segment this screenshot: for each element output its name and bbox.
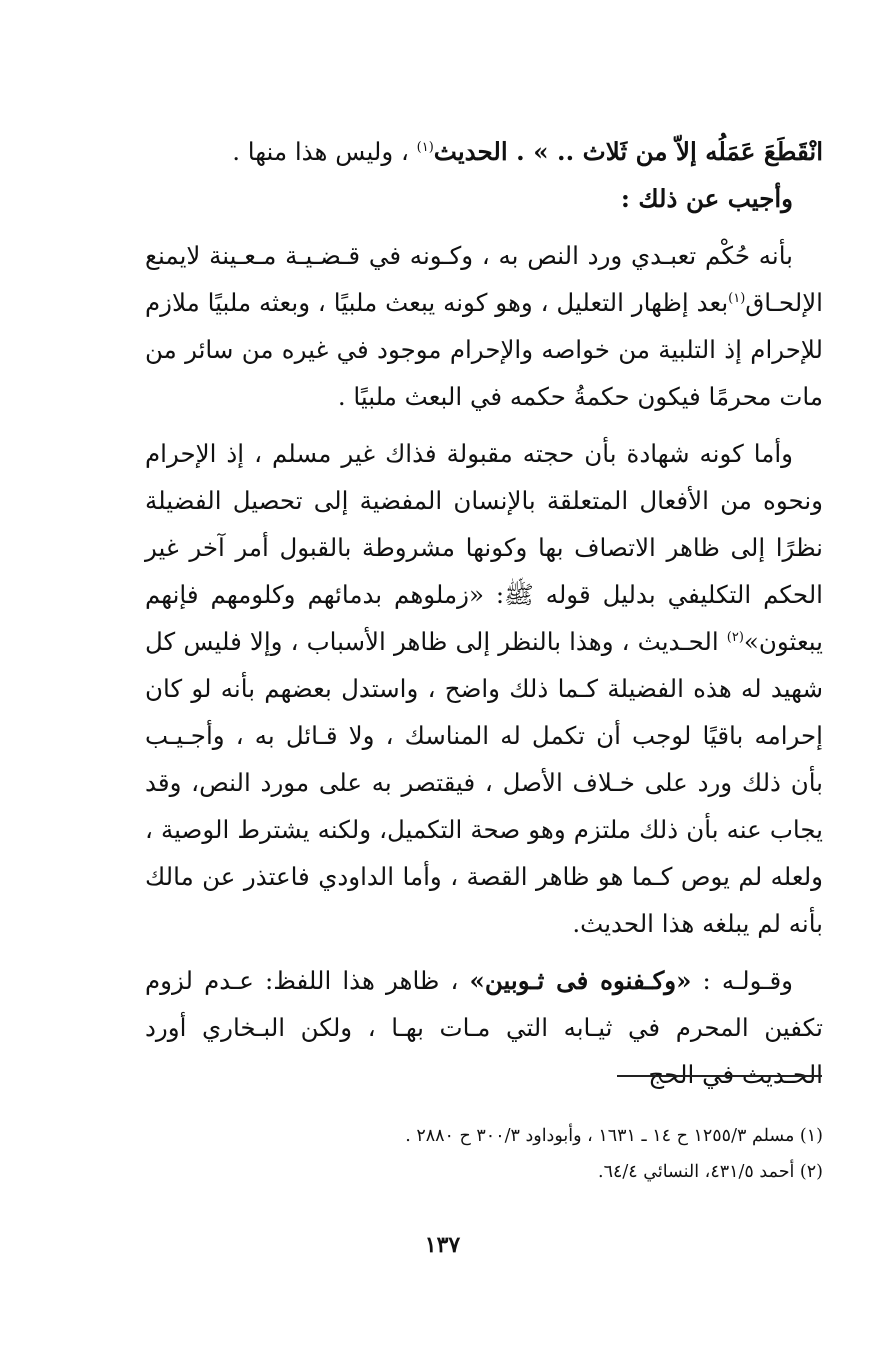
paragraph-3-text-a: بأنه حُكْم تعبـدي ورد النص به ، وكـونه في قـضـيـة مـعـينة لايمنع الإلحـاق	[145, 241, 823, 317]
page-number: ١٣٧	[424, 1232, 461, 1258]
hadith-quote: «وكـفنوه فى ثـوبين»	[469, 966, 692, 995]
paragraph-1	[145, 128, 823, 175]
footnotes	[145, 1118, 823, 1190]
paragraph-3	[145, 232, 823, 420]
answer-heading: وأجيب عن ذلك :	[620, 184, 793, 213]
footnote-ref-1b[interactable]: (١)	[728, 290, 746, 306]
footnote-ref-1[interactable]: (١)	[416, 139, 434, 155]
paragraph-4-text-a: وأما كونه شهادة بأن حجته مقبولة فذاك غير مسلم ، إذ الإحرام ونحوه من الأفعال المتعلقة بالإنسان المفضية إلى تحصيل الفضيلة نظرًا إلى ظاهر الاتصاف بها وكونها مشروطة بالقبول أمر آخر غير الحكم التكليفي بدليل قوله ﷺ: «زملوهم بدمائهم وكلومهم فإنهم يبعثون»	[145, 439, 823, 656]
body-text	[145, 128, 823, 1098]
paragraph-2	[145, 175, 823, 222]
footnote-2: (٢) أحمد ٤٣١/٥، النسائي ٦٤/٤.	[597, 1162, 823, 1182]
paragraph-4-text-b: الحـديث ، وهذا بالنظر إلى ظاهر الأسباب ، وإلا فليس كل شهيد له هذه الفضيلة كـما ذلك واضح ، واستدل بعضهم بأنه لو كان إحرامه باقيًا لوجب أن تكمل له المناسك ، ولا قـائل به ، وأجـيـب بأن ذلك ورد على خـلاف الأصل ، فيقتصر به على مورد النص، وقد يجاب عنه بأن ذلك ملتزم وهو صحة التكميل، ولكنه يشترط الوصية ، ولعله لم يوص كـما هو ظاهر القصة ، وأما الداودي فاعتذر عن مالك بأنه لم يبلغه هذا الحديث.	[145, 627, 823, 938]
footnote-separator	[617, 1075, 822, 1077]
paragraph-5-text-a: وقـولـه :	[702, 966, 793, 995]
paragraph-5-text-b: ، ظاهر هذا اللفظ: عـدم لزوم تكفين المحرم في ثيـابه التي مـات بهـا ، ولكن البـخاري أورد الحـديث في الحج	[145, 966, 823, 1089]
footnote-ref-2[interactable]: (٢)	[726, 629, 744, 645]
paragraph-1-tail: ، وليس هذا منها .	[232, 137, 409, 166]
paragraph-4	[145, 430, 823, 947]
paragraph-3-text-b: بعد إظهار التعليل ، وهو كونه يبعث ملبيًا ، وبعثه ملبيًا ملازم للإحرام إذ التلبية من خواصه والإحرام موجود في غيره من سائر من مات محرمًا فيكون حكمةُ حكمه في البعث ملبيًا .	[145, 288, 823, 411]
hadith-quote-end: انْقَطَعَ عَمَلُه إلاّ من ثَلاث .. » . الحديث	[433, 137, 823, 166]
footnote-1: (١) مسلم ١٢٥٥/٣ ح ١٤ ـ ١٦٣١ ، وأبوداود ٣٠٠/٣ ح ٢٨٨٠ .	[405, 1126, 823, 1146]
